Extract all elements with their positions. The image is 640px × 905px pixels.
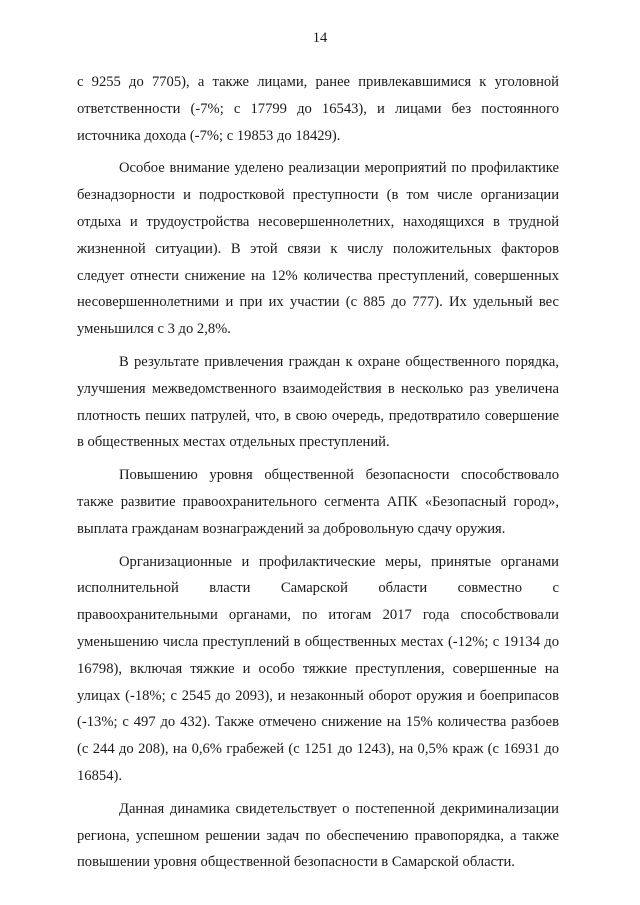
paragraph-crime-statistics: Организационные и профилактические меры, принятые органами исполнительной власти Самарской области совместно с правоохранительными органами, по итогам 2017 года способствовали уменьшению числа преступлений в общественных местах (-12%; с 19134 до 16798), включая тяжкие и особо тяжкие преступления, совершенные на улицах (-18%; с 2545 до 2093), и незаконный оборот оружия и боеприпасов (-13%; с 497 до 432). Также отмечено снижение на 15% количества разбоев (с 244 до 208), на 0,6% грабежей (с 1251 до 1243), на 0,5% краж (с 16931 до 16854). — [77, 553, 559, 784]
paragraph-juvenile-prevention: Особое внимание уделено реализации мероприятий по профилактике безнадзорности и подростковой преступности (в том числе организации отдыха и трудоустройства несовершеннолетних, находящихся в трудной жизненной ситуации). В этой связи к числу положительных факторов следует отнести снижение на 12% количества преступлений, совершенных несовершеннолетними и при их участии (с 885 до 777). Их удельный вес уменьшился с 3 до 2,8%. — [77, 160, 559, 338]
paragraph-continuation: с 9255 до 7705), а также лицами, ранее привлекавшимися к уголовной ответственности (-7%; с 17799 до 16543), и лицами без постоянного источника дохода (-7%; с 19853 до 18429). — [77, 74, 559, 144]
paragraph-public-order: В результате привлечения граждан к охране общественного порядка, улучшения межведомственного взаимодействия в несколько раз увеличена плотность пеших патрулей, что, в свою очередь, предотвратило совершение в общественных местах отдельных преступлений. — [77, 353, 559, 451]
paragraph-conclusion: Данная динамика свидетельствует о постепенной декриминализации региона, успешном решении задач по обеспечению правопорядка, а также повышении уровня общественной безопасности в Самарской области. — [77, 800, 559, 871]
page-number: 14 — [312, 30, 328, 46]
document-body — [77, 69, 559, 882]
paragraph-safe-city: Повышению уровня общественной безопасности способствовало также развитие правоохранительного сегмента АПК «Безопасный город», выплата гражданам вознаграждений за добровольную сдачу оружия. — [77, 467, 559, 537]
